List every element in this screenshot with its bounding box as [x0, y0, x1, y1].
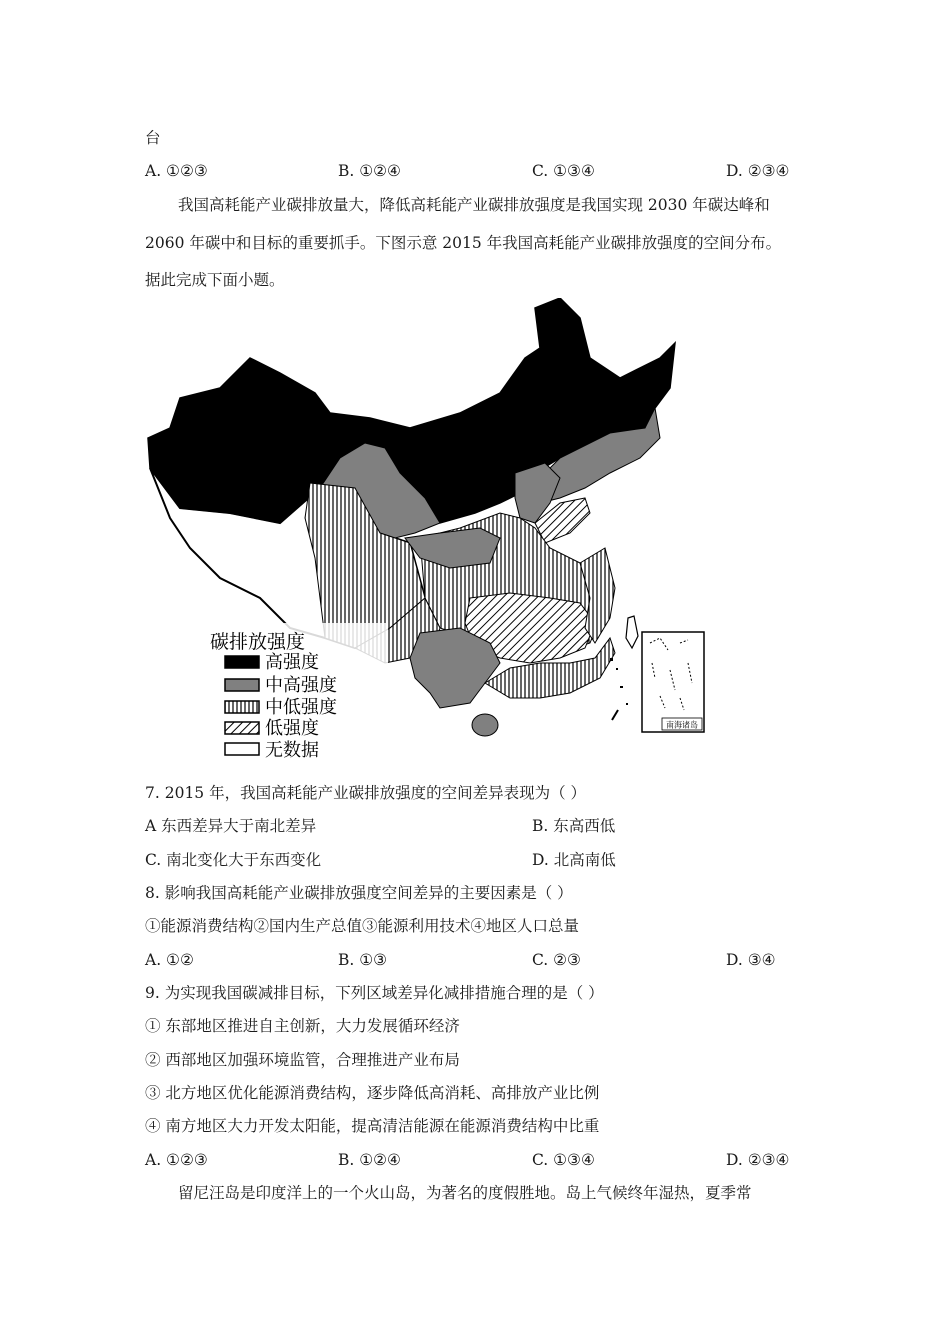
legend-title: 碳排放强度 [210, 631, 306, 653]
q9-item-1: ① 东部地区推进自主创新，大力发展循环经济 [145, 1017, 460, 1035]
legend-swatch-midhigh [225, 679, 259, 691]
q9-item-2: ② 西部地区加强环境监管，合理推进产业布局 [145, 1051, 460, 1069]
prev-question-tail: 台 [145, 129, 161, 147]
intro-line-3: 据此完成下面小题。 [145, 271, 285, 289]
legend-label-low: 低强度 [265, 718, 319, 739]
region-taiwan [626, 616, 638, 648]
prev-option-d: D. ②③④ [726, 162, 790, 180]
q8-option-c: C. ②③ [532, 951, 581, 969]
legend-swatch-none [225, 743, 259, 755]
intro-line-2: 2060 年碳中和目标的重要抓手。下图示意 2015 年我国高耗能产业碳排放强度的空间分布。 [145, 234, 782, 252]
q9-option-a: A. ①②③ [145, 1151, 208, 1169]
q9-option-c: C. ①③④ [532, 1151, 595, 1169]
islands [610, 658, 628, 720]
legend-label-none: 无数据 [265, 740, 319, 760]
q8-items: ①能源消费结构②国内生产总值③能源利用技术④地区人口总量 [145, 917, 580, 935]
q8-option-b: B. ①③ [338, 951, 388, 969]
q7-option-d: D. 北高南低 [532, 851, 616, 869]
q8-option-a: A. ①② [145, 951, 194, 969]
legend-label-midhigh: 中高强度 [265, 675, 337, 696]
prev-option-b: B. ①②④ [338, 162, 401, 180]
inset-label: 南海诸岛 [666, 720, 698, 730]
carbon-intensity-map [140, 298, 710, 760]
next-passage-line-1: 留尼汪岛是印度洋上的一个火山岛，为著名的度假胜地。岛上气候终年湿热，夏季常 [178, 1184, 752, 1202]
region-midhigh-shaanxi [405, 528, 500, 568]
south-china-sea-inset [642, 632, 704, 732]
q7-stem: 7. 2015 年，我国高耗能产业碳排放强度的空间差异表现为（ ） [145, 784, 587, 802]
q7-option-c: C. 南北变化大于东西变化 [145, 851, 322, 869]
legend-swatch-low [225, 722, 259, 734]
q9-stem: 9. 为实现我国碳减排目标，下列区域差异化减排措施合理的是（ ） [145, 984, 604, 1002]
legend-label-high: 高强度 [265, 652, 319, 673]
legend-label-midlow: 中低强度 [265, 697, 337, 718]
intro-line-1: 我国高耗能产业碳排放量大，降低高耗能产业碳排放强度是我国实现 2030 年碳达峰和 [178, 196, 770, 214]
q9-item-3: ③ 北方地区优化能源消费结构，逐步降低高消耗、高排放产业比例 [145, 1084, 600, 1102]
q9-item-4: ④ 南方地区大力开发太阳能，提高清洁能源在能源消费结构中比重 [145, 1117, 600, 1135]
legend-swatch-midlow [225, 701, 259, 713]
q9-option-b: B. ①②④ [338, 1151, 401, 1169]
prev-option-c: C. ①③④ [532, 162, 595, 180]
prev-option-a: A. ①②③ [145, 162, 208, 180]
q8-option-d: D. ③④ [726, 951, 776, 969]
q7-option-a: A 东西差异大于南北差异 [145, 817, 317, 835]
legend-swatch-high [225, 656, 259, 668]
q8-stem: 8. 影响我国高耗能产业碳排放强度空间差异的主要因素是（ ） [145, 884, 573, 902]
q9-option-d: D. ②③④ [726, 1151, 790, 1169]
map-legend [208, 623, 388, 760]
region-midhigh-hainan [472, 714, 498, 736]
q7-option-b: B. 东高西低 [532, 817, 616, 835]
